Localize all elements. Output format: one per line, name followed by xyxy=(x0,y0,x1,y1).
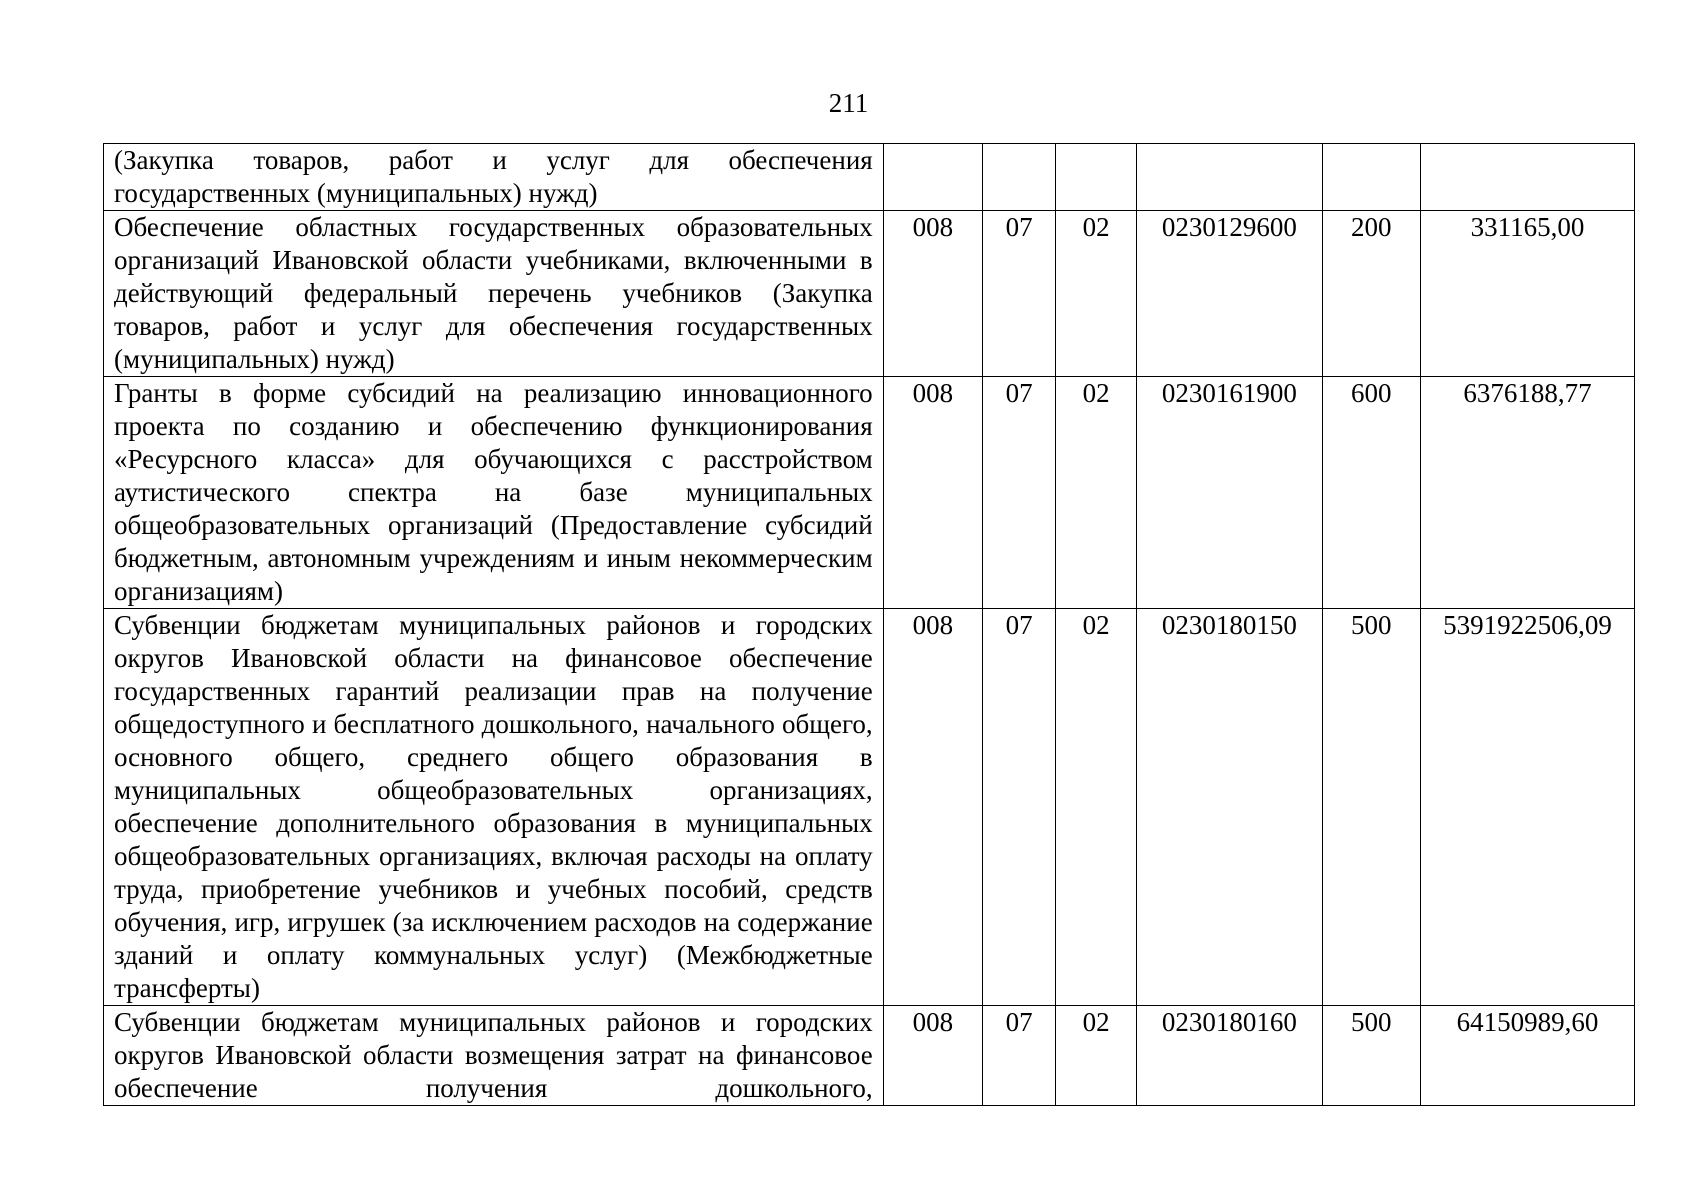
section-code: 07 xyxy=(983,609,1056,1006)
row-description: Субвенции бюджетам муниципальных районов и городских округов Ивановской области возмещения затрат на финансовое обеспечение получения дошкольного, xyxy=(104,1006,884,1106)
ministry-code: 008 xyxy=(883,609,982,1006)
subsection-code: 02 xyxy=(1056,609,1137,1006)
amount xyxy=(1420,144,1634,211)
section-code: 07 xyxy=(983,377,1056,609)
amount: 331165,00 xyxy=(1420,211,1634,377)
subsection-code xyxy=(1056,144,1137,211)
table-row xyxy=(104,377,1635,609)
ministry-code: 008 xyxy=(883,1006,982,1106)
amount: 64150989,60 xyxy=(1420,1006,1634,1106)
target-article-code xyxy=(1137,144,1323,211)
row-description: (Закупка товаров, работ и услуг для обеспечения государственных (муниципальных) нужд) xyxy=(104,144,884,211)
row-description: Субвенции бюджетам муниципальных районов и городских округов Ивановской области на финансовое обеспечение государственных гарантий реализации прав на получение общедоступного и бесплатного дошкольного, начального общего, основного общего, среднего общего образования в муниципальных общеобразовательных организациях, обеспечение дополнительного образования в муниципальных общеобразовательных организациях, включая расходы на оплату труда, приобретение учебников и учебных пособий, средств обучения, игр, игрушек (за исключением расходов на содержание зданий и оплату коммунальных услуг) (Межбюджетные трансферты) xyxy=(104,609,884,1006)
expense-type-code: 500 xyxy=(1322,1006,1420,1106)
ministry-code xyxy=(883,144,982,211)
amount: 5391922506,09 xyxy=(1420,609,1634,1006)
expense-type-code: 600 xyxy=(1322,377,1420,609)
ministry-code: 008 xyxy=(883,377,982,609)
row-description: Обеспечение областных государственных образовательных организаций Ивановской области учебниками, включенными в действующий федеральный перечень учебников (Закупка товаров, работ и услуг для обеспечения государственных (муниципальных) нужд) xyxy=(104,211,884,377)
subsection-code: 02 xyxy=(1056,377,1137,609)
table-row xyxy=(104,609,1635,1006)
section-code: 07 xyxy=(983,1006,1056,1106)
section-code: 07 xyxy=(983,211,1056,377)
expense-type-code: 200 xyxy=(1322,211,1420,377)
target-article-code: 0230129600 xyxy=(1137,211,1323,377)
row-description: Гранты в форме субсидий на реализацию инновационного проекта по созданию и обеспечению функционирования «Ресурсного класса» для обучающихся с расстройством аутистического спектра на базе муниципальных общеобразовательных организаций (Предоставление субсидий бюджетным, автономным учреждениям и иным некоммерческим организациям) xyxy=(104,377,884,609)
subsection-code: 02 xyxy=(1056,1006,1137,1106)
expense-type-code xyxy=(1322,144,1420,211)
table-row xyxy=(104,1006,1635,1106)
amount: 6376188,77 xyxy=(1420,377,1634,609)
expense-type-code: 500 xyxy=(1322,609,1420,1006)
budget-table xyxy=(103,143,1635,1106)
target-article-code: 0230180160 xyxy=(1137,1006,1323,1106)
table-row xyxy=(104,144,1635,211)
page-number: 211 xyxy=(828,88,869,118)
table-row xyxy=(104,211,1635,377)
target-article-code: 0230161900 xyxy=(1137,377,1323,609)
section-code xyxy=(983,144,1056,211)
target-article-code: 0230180150 xyxy=(1137,609,1323,1006)
subsection-code: 02 xyxy=(1056,211,1137,377)
ministry-code: 008 xyxy=(883,211,982,377)
